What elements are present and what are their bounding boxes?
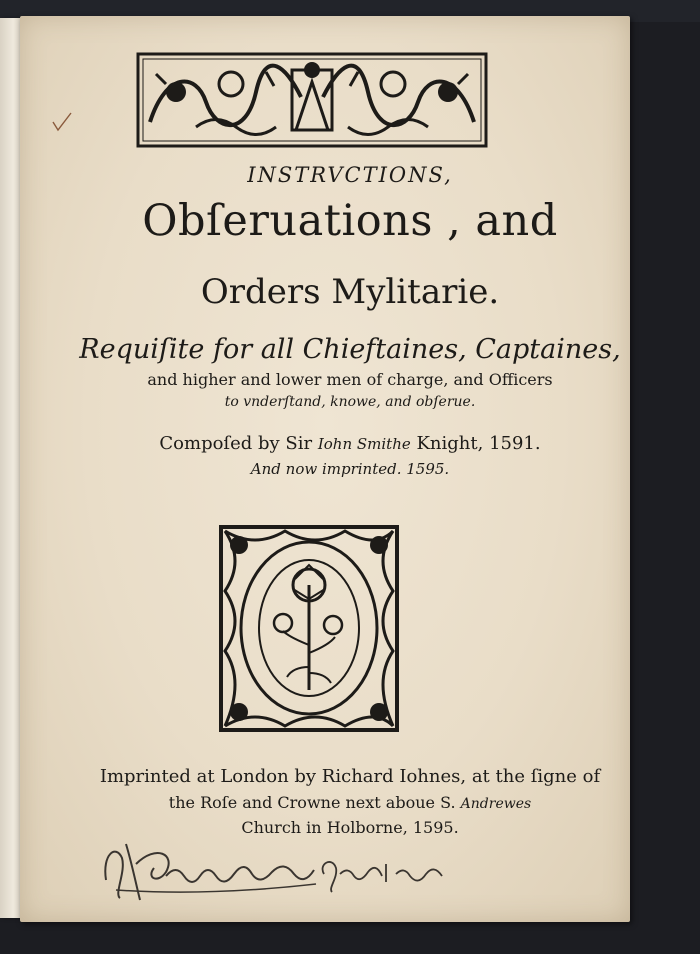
composed-prefix: Compoſed by Sir <box>159 433 313 454</box>
title-line-observations: Obſeruations , and <box>142 196 558 246</box>
headpiece-ornament <box>136 52 488 148</box>
composed-line <box>0 433 700 454</box>
pencil-tick-mark <box>52 112 72 132</box>
imprint-line-2-prefix: the Roſe and Crowne next aboue S. <box>168 793 456 812</box>
composed-suffix: Knight, 1591. <box>416 433 541 454</box>
imprint-line-1: Imprinted at London by Richard Iohnes, at the ſigne of <box>99 766 601 787</box>
imprint-line-2 <box>0 793 700 812</box>
imprinted-date-line: And now imprinted. 1595. <box>250 460 450 478</box>
author-name: Iohn Smithe <box>317 435 411 453</box>
title-line-instructions: INSTRVCTIONS, <box>247 163 453 187</box>
subtitle-line-understand: to vnderſtand, knowe, and obſerue. <box>224 394 476 410</box>
subtitle-line-higher: and higher and lower men of charge, and Officers <box>147 370 553 389</box>
imprint-line-2-name: Andrewes <box>460 796 532 812</box>
handwritten-signature <box>96 834 476 908</box>
title-line-orders: Orders Mylitarie. <box>200 272 500 312</box>
subtitle-line-requisite: Requiſite for all Chieftaines, Captaines, <box>79 334 621 365</box>
printers-device-carnation <box>219 525 399 732</box>
imprint-line-3: Church in Holborne, 1595. <box>241 818 459 837</box>
